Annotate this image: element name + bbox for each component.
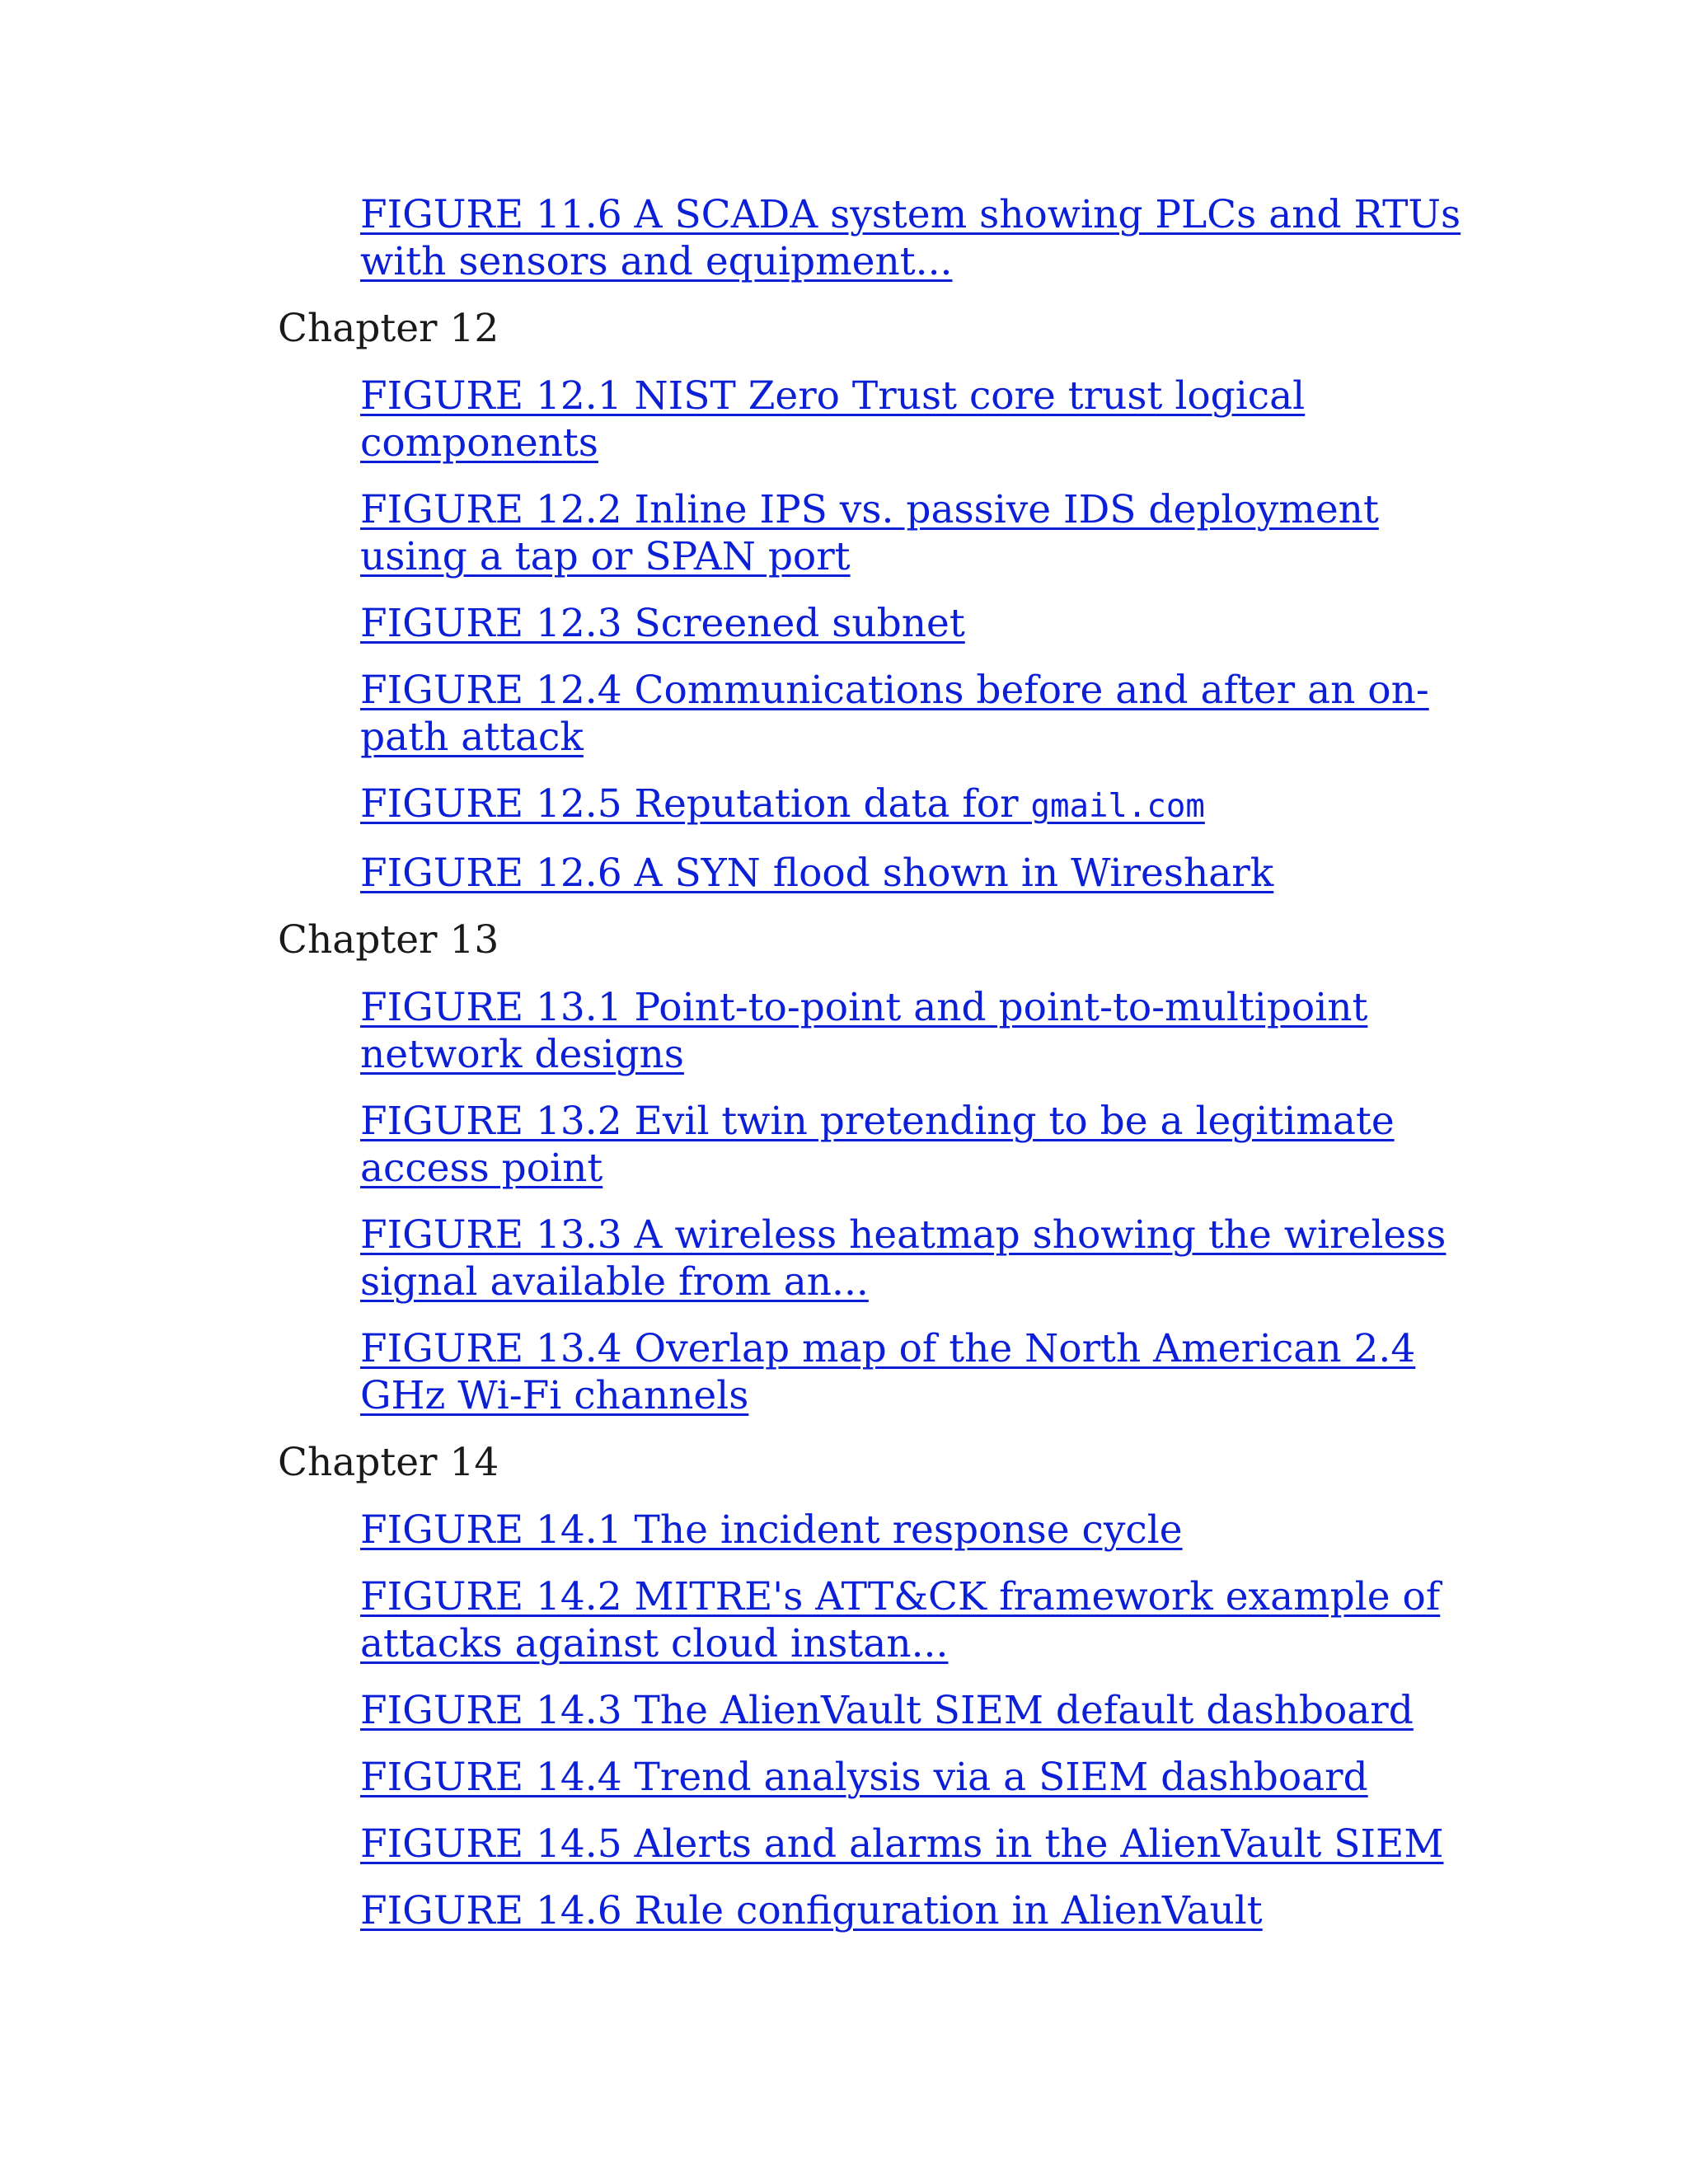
figure-entry[interactable] xyxy=(360,191,1481,285)
figure-link-12-2[interactable]: FIGURE 12.2 Inline IPS vs. passive IDS deployment using a tap or SPAN port xyxy=(360,487,1379,579)
figure-entry[interactable] xyxy=(360,984,1481,1078)
chapter-heading-14: Chapter 14 xyxy=(278,1440,499,1485)
figure-link-13-1[interactable]: FIGURE 13.1 Point-to-point and point-to-multipoint network designs xyxy=(360,985,1368,1077)
figure-link-14-1[interactable]: FIGURE 14.1 The incident response cycle xyxy=(360,1507,1183,1553)
figure-link-12-5-text: FIGURE 12.5 Reputation data for xyxy=(360,781,1031,827)
figure-entry[interactable] xyxy=(360,850,1481,897)
figure-link-14-6[interactable]: FIGURE 14.6 Rule configuration in AlienVault xyxy=(360,1888,1263,1933)
figure-entry[interactable] xyxy=(360,1325,1481,1419)
figure-entry[interactable] xyxy=(360,1887,1481,1934)
figure-link-13-4[interactable]: FIGURE 13.4 Overlap map of the North American 2.4 GHz Wi-Fi channels xyxy=(360,1326,1416,1418)
figure-link-12-1[interactable]: FIGURE 12.1 NIST Zero Trust core trust logical components xyxy=(360,373,1306,466)
figure-list xyxy=(278,191,1481,1954)
figure-entry[interactable] xyxy=(360,1687,1481,1734)
figure-entry[interactable] xyxy=(360,667,1481,761)
figure-entry[interactable] xyxy=(360,486,1481,580)
figure-entry[interactable] xyxy=(360,780,1481,830)
figure-entry[interactable] xyxy=(360,1754,1481,1801)
figure-link-12-4[interactable]: FIGURE 12.4 Communications before and after an on-path attack xyxy=(360,668,1429,760)
figure-entry[interactable] xyxy=(360,1573,1481,1667)
figure-entry[interactable] xyxy=(360,600,1481,647)
figure-entry[interactable] xyxy=(360,1098,1481,1192)
figure-entry[interactable] xyxy=(360,1821,1481,1868)
figure-entry[interactable] xyxy=(360,1212,1481,1305)
figure-link-12-5[interactable] xyxy=(360,781,1205,827)
figure-entry[interactable] xyxy=(360,1507,1481,1554)
chapter-heading-13: Chapter 13 xyxy=(278,917,499,963)
figure-link-14-4[interactable]: FIGURE 14.4 Trend analysis via a SIEM dashboard xyxy=(360,1755,1368,1800)
figure-link-14-2[interactable]: FIGURE 14.2 MITRE's ATT&CK framework example of attacks against cloud instan... xyxy=(360,1574,1441,1666)
figure-entry[interactable] xyxy=(360,373,1481,466)
figure-link-12-6[interactable]: FIGURE 12.6 A SYN flood shown in Wireshark xyxy=(360,851,1274,896)
figure-link-11-6[interactable]: FIGURE 11.6 A SCADA system showing PLCs and RTUs with sensors and equipment... xyxy=(360,192,1461,284)
code-domain: gmail.com xyxy=(1030,788,1205,825)
figure-link-14-3[interactable]: FIGURE 14.3 The AlienVault SIEM default dashboard xyxy=(360,1688,1414,1733)
chapter-heading-12: Chapter 12 xyxy=(278,306,499,351)
figure-link-14-5[interactable]: FIGURE 14.5 Alerts and alarms in the AlienVault SIEM xyxy=(360,1821,1444,1867)
figure-link-12-3[interactable]: FIGURE 12.3 Screened subnet xyxy=(360,601,965,646)
figure-link-13-2[interactable]: FIGURE 13.2 Evil twin pretending to be a legitimate access point xyxy=(360,1099,1395,1191)
figure-link-13-3[interactable]: FIGURE 13.3 A wireless heatmap showing the wireless signal available from an... xyxy=(360,1212,1447,1305)
